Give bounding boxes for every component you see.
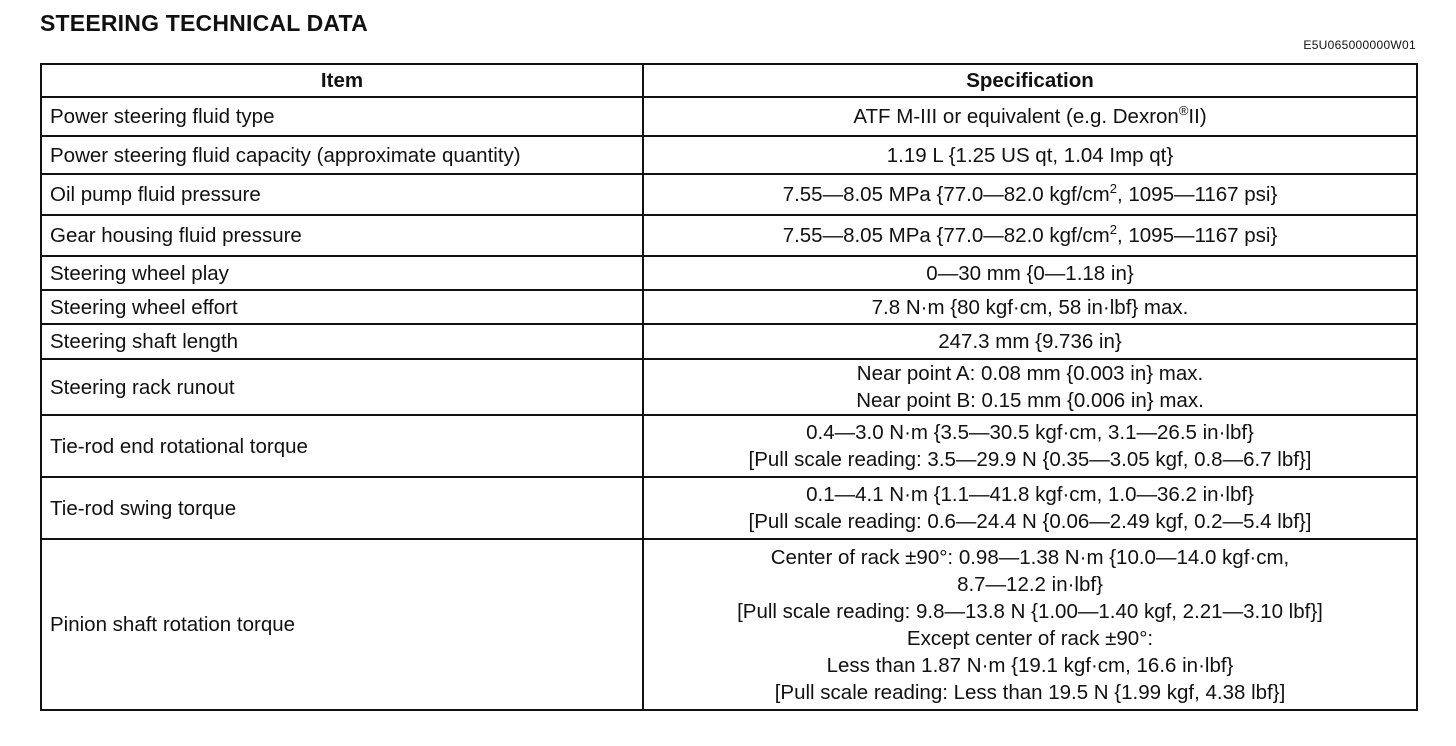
specification-line <box>652 446 1408 473</box>
specification-line <box>652 544 1408 571</box>
spec-text: 0—30 mm {0—1.18 in} <box>926 261 1134 285</box>
specification-cell <box>643 324 1417 359</box>
specification-line <box>652 181 1408 208</box>
spec-text: Near point B: 0.15 mm {0.006 in} max. <box>856 389 1204 412</box>
specification-line <box>652 481 1408 508</box>
specification-line <box>652 625 1408 652</box>
specification-line <box>652 598 1408 625</box>
item-cell: Steering wheel play <box>41 256 643 290</box>
steering-spec-table <box>40 63 1418 711</box>
table-row <box>41 136 1417 174</box>
spec-text: 7.8 N·m {80 kgf·cm, 58 in·lbf} max. <box>871 295 1189 319</box>
column-header-specification: Specification <box>643 64 1417 97</box>
specification-cell <box>643 415 1417 477</box>
table-row <box>41 174 1417 215</box>
spec-text: Except center of rack ±90°: <box>906 626 1154 650</box>
specification-line <box>652 103 1408 130</box>
specification-cell <box>643 539 1417 710</box>
item-cell: Oil pump fluid pressure <box>41 174 643 215</box>
table-row <box>41 324 1417 359</box>
table-row <box>41 415 1417 477</box>
item-cell: Pinion shaft rotation torque <box>41 539 643 710</box>
specification-line <box>652 142 1408 169</box>
table-row <box>41 539 1417 710</box>
table-row <box>41 359 1417 415</box>
spec-text: Center of rack ±90°: 0.98—1.38 N·m {10.0—14.0 kgf·cm, <box>770 545 1290 569</box>
document-code: E5U065000000W01 <box>1303 38 1416 52</box>
spec-text: [Pull scale reading: 9.8—13.8 N {1.00—1.40 kgf, 2.21—3.10 lbf}] <box>737 599 1323 623</box>
spec-superscript: 2 <box>1109 222 1117 238</box>
spec-text-suffix: , 1095—1167 psi} <box>1116 183 1278 206</box>
specification-cell <box>643 359 1417 415</box>
specification-line <box>652 652 1408 679</box>
spec-text: 1.19 L {1.25 US qt, 1.04 Imp qt} <box>886 143 1174 167</box>
table-row <box>41 290 1417 324</box>
spec-text: 0.1—4.1 N·m {1.1—41.8 kgf·cm, 1.0—36.2 in·lbf} <box>806 483 1254 506</box>
specification-cell <box>643 290 1417 324</box>
item-cell: Gear housing fluid pressure <box>41 215 643 256</box>
item-cell: Tie-rod end rotational torque <box>41 415 643 477</box>
table-header-row <box>41 64 1417 97</box>
specification-cell <box>643 97 1417 136</box>
spec-text-suffix: , 1095—1167 psi} <box>1116 224 1278 247</box>
spec-text: Less than 1.87 N·m {19.1 kgf·cm, 16.6 in·lbf} <box>826 653 1234 677</box>
page-title: STEERING TECHNICAL DATA <box>40 10 368 36</box>
specification-cell <box>643 174 1417 215</box>
spec-text: ATF M-III or equivalent (e.g. Dexron <box>853 105 1179 128</box>
spec-text: [Pull scale reading: Less than 19.5 N {1.99 kgf, 4.38 lbf}] <box>774 680 1286 704</box>
specification-line <box>652 571 1408 598</box>
specification-line <box>652 419 1408 446</box>
spec-text: 7.55—8.05 MPa {77.0—82.0 kgf/cm <box>782 224 1110 247</box>
spec-text: 247.3 mm {9.736 in} <box>938 330 1122 353</box>
table-row <box>41 477 1417 539</box>
item-cell: Steering shaft length <box>41 324 643 359</box>
table-body <box>41 97 1417 710</box>
spec-superscript: 2 <box>1109 181 1117 197</box>
spec-text: [Pull scale reading: 3.5—29.9 N {0.35—3.05 kgf, 0.8—6.7 lbf}] <box>748 448 1312 471</box>
spec-text: 0.4—3.0 N·m {3.5—30.5 kgf·cm, 3.1—26.5 in·lbf} <box>806 421 1254 444</box>
specification-line <box>652 328 1408 355</box>
spec-superscript: ® <box>1178 103 1189 119</box>
specification-line <box>652 222 1408 249</box>
spec-text: 8.7—12.2 in·lbf} <box>957 572 1103 596</box>
item-cell: Tie-rod swing torque <box>41 477 643 539</box>
spec-text: Near point A: 0.08 mm {0.003 in} max. <box>856 362 1204 385</box>
table-row <box>41 256 1417 290</box>
specification-line <box>652 508 1408 535</box>
table-row <box>41 97 1417 136</box>
item-cell: Power steering fluid capacity (approximate quantity) <box>41 136 643 174</box>
specification-line <box>652 679 1408 706</box>
specification-line <box>652 294 1408 321</box>
column-header-item: Item <box>41 64 643 97</box>
specification-cell <box>643 477 1417 539</box>
specification-line <box>652 260 1408 287</box>
specification-line <box>652 360 1408 387</box>
specification-cell <box>643 256 1417 290</box>
item-cell: Power steering fluid type <box>41 97 643 136</box>
item-cell: Steering rack runout <box>41 359 643 415</box>
specification-line <box>652 387 1408 414</box>
table-row <box>41 215 1417 256</box>
spec-text: 7.55—8.05 MPa {77.0—82.0 kgf/cm <box>782 183 1110 206</box>
specification-cell <box>643 136 1417 174</box>
spec-text: [Pull scale reading: 0.6—24.4 N {0.06—2.49 kgf, 0.2—5.4 lbf}] <box>748 510 1312 533</box>
item-cell: Steering wheel effort <box>41 290 643 324</box>
specification-cell <box>643 215 1417 256</box>
spec-text-suffix: II) <box>1188 105 1207 128</box>
